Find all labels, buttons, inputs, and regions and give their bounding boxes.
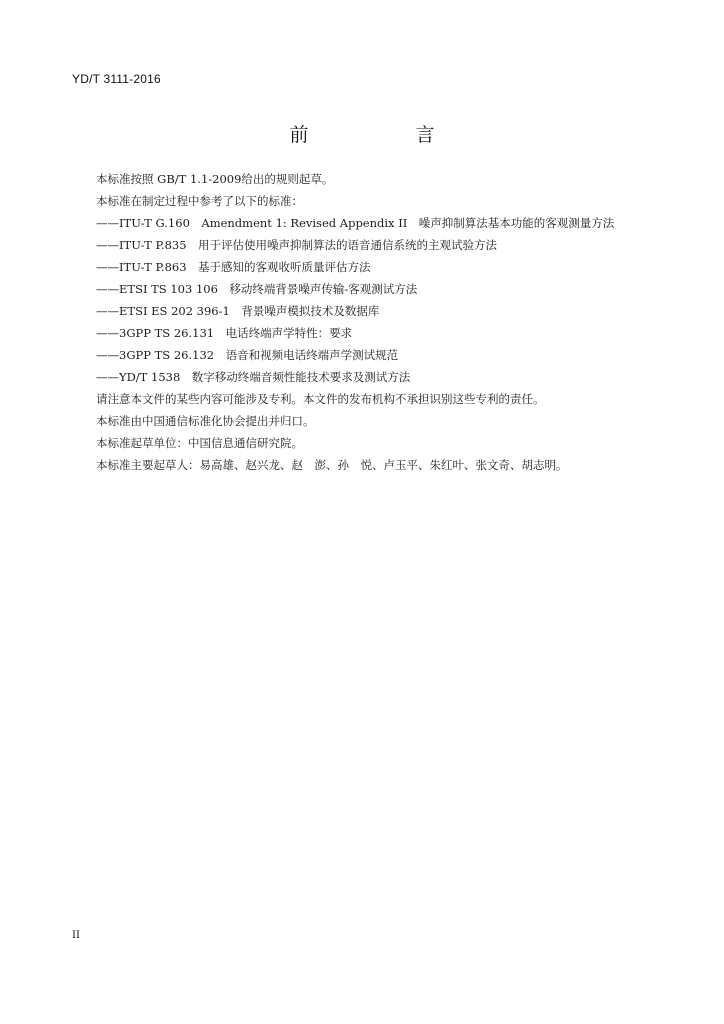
foreword-body <box>96 168 656 476</box>
reference-item: ——ITU-T P.835 用于评估使用噪声抑制算法的语音通信系统的主观试验方法 <box>96 238 498 252</box>
paragraph-drafters: 本标准主要起草人：易高雄、赵兴龙、赵 澎、孙 悦、卢玉平、朱红叶、张文奇、胡志明。 <box>96 458 568 472</box>
reference-item: ——ETSI TS 103 106 移动终端背景噪声传输-客观测试方法 <box>96 282 418 296</box>
reference-item: ——3GPP TS 26.131 电话终端声学特性：要求 <box>96 326 353 340</box>
paragraph-proposer: 本标准由中国通信标准化协会提出并归口。 <box>96 414 315 428</box>
paragraph-patent-notice: 请注意本文件的某些内容可能涉及专利。本文件的发布机构不承担识别这些专利的责任。 <box>96 392 545 406</box>
paragraph-drafting-rule: 本标准按照 GB/T 1.1-2009给出的规则起草。 <box>96 172 334 186</box>
reference-item: ——YD/T 1538 数字移动终端音频性能技术要求及测试方法 <box>96 370 411 384</box>
reference-item: ——ITU-T P.863 基于感知的客观收听质量评估方法 <box>96 260 371 274</box>
page-title: 前 言 <box>289 124 479 146</box>
reference-item: ——3GPP TS 26.132 语音和视频电话终端声学测试规范 <box>96 348 399 362</box>
paragraph-drafting-unit: 本标准起草单位：中国信息通信研究院。 <box>96 436 303 450</box>
reference-item: ——ETSI ES 202 396-1 背景噪声模拟技术及数据库 <box>96 304 380 318</box>
reference-item: ——ITU-T G.160 Amendment 1: Revised Appendix II 噪声抑制算法基本功能的客观测量方法 <box>96 216 615 230</box>
page-number: II <box>72 930 80 941</box>
standard-code: YD/T 3111-2016 <box>72 72 161 86</box>
paragraph-references-intro: 本标准在制定过程中参考了以下的标准： <box>96 194 303 208</box>
